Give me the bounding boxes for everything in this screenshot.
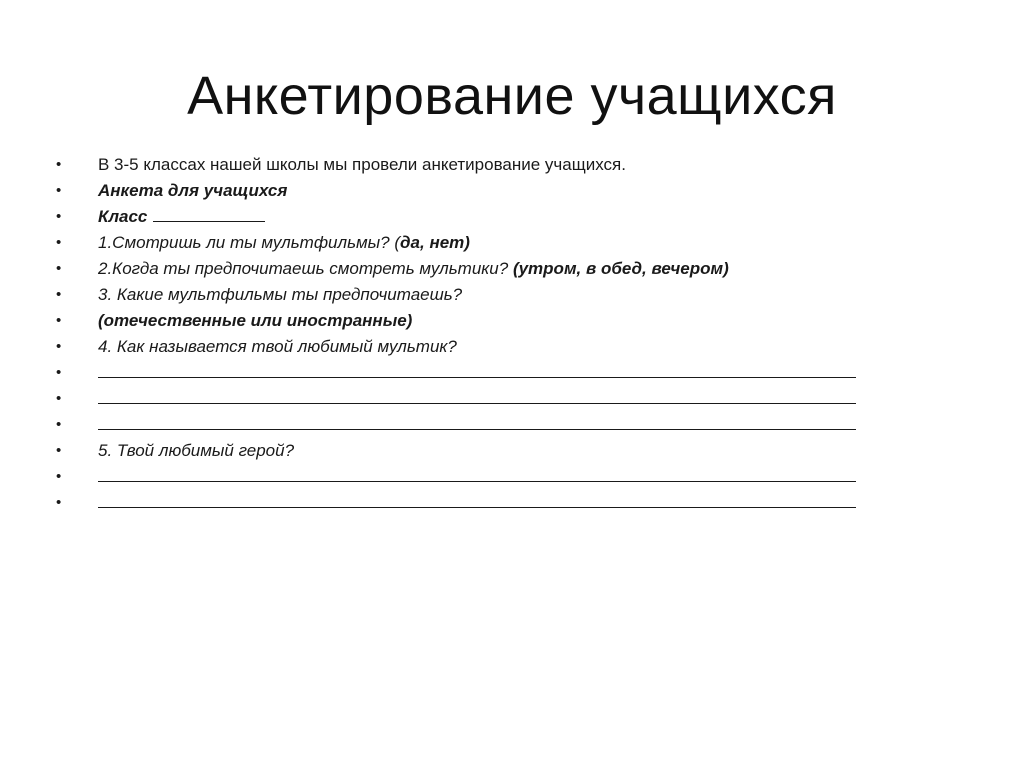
question-1-answers: да, нет bbox=[400, 233, 465, 252]
answer-line bbox=[98, 464, 856, 490]
list-item bbox=[56, 152, 936, 178]
bullet-icon: • bbox=[56, 442, 62, 459]
intro-text: В 3-5 классах нашей школы мы провели анкетирование учащихся. bbox=[98, 155, 626, 174]
question-2 bbox=[98, 256, 729, 282]
list-item bbox=[56, 464, 936, 490]
answer-line bbox=[98, 386, 856, 412]
list-item bbox=[56, 386, 936, 412]
bullet-icon: • bbox=[56, 468, 62, 485]
answer-line bbox=[98, 360, 856, 386]
questionnaire-list bbox=[56, 152, 936, 516]
bullet-icon: • bbox=[56, 286, 62, 303]
bullet-icon: • bbox=[56, 390, 62, 407]
question-4: 4. Как называется твой любимый мультик? bbox=[98, 337, 457, 356]
blank-line bbox=[98, 491, 856, 508]
bullet-icon: • bbox=[56, 234, 62, 251]
bullet-icon: • bbox=[56, 364, 62, 381]
question-2-answers: (утром, в обед, вечером) bbox=[512, 259, 729, 278]
question-1-text: 1.Смотришь ли ты мультфильмы? ( bbox=[98, 233, 401, 252]
list-item bbox=[56, 438, 936, 464]
blank-line bbox=[98, 413, 856, 430]
question-3-answers: (отечественные или иностранные) bbox=[98, 311, 413, 330]
list-item bbox=[56, 230, 936, 256]
blank-line bbox=[98, 361, 856, 378]
bullet-icon: • bbox=[56, 260, 62, 277]
list-item bbox=[56, 178, 936, 204]
answer-line bbox=[98, 490, 856, 516]
bullet-icon: • bbox=[56, 208, 62, 225]
list-item bbox=[56, 334, 936, 360]
bullet-icon: • bbox=[56, 182, 62, 199]
class-blank-line bbox=[153, 205, 265, 222]
slide-title: Анкетирование учащихся bbox=[187, 66, 837, 126]
bullet-icon: • bbox=[56, 494, 62, 511]
question-2-text: 2.Когда ты предпочитаешь смотреть мультики? bbox=[98, 259, 513, 278]
bullet-icon: • bbox=[56, 338, 62, 355]
blank-line bbox=[98, 387, 856, 404]
bullet-icon: • bbox=[56, 416, 62, 433]
list-item bbox=[56, 490, 936, 516]
questionnaire-heading: Анкета для учащихся bbox=[98, 181, 288, 200]
list-item bbox=[56, 308, 936, 334]
class-field bbox=[98, 204, 265, 230]
list-item bbox=[56, 256, 936, 282]
question-5: 5. Твой любимый герой? bbox=[98, 441, 295, 460]
list-item bbox=[56, 360, 936, 386]
list-item bbox=[56, 282, 936, 308]
class-label: Класс bbox=[98, 207, 148, 226]
list-item bbox=[56, 204, 936, 230]
bullet-icon: • bbox=[56, 156, 62, 173]
list-item bbox=[56, 412, 936, 438]
question-3: 3. Какие мультфильмы ты предпочитаешь? bbox=[98, 285, 463, 304]
answer-line bbox=[98, 412, 856, 438]
question-1-tail: ) bbox=[464, 233, 470, 252]
question-1 bbox=[98, 230, 470, 256]
bullet-icon: • bbox=[56, 312, 62, 329]
blank-line bbox=[98, 465, 856, 482]
